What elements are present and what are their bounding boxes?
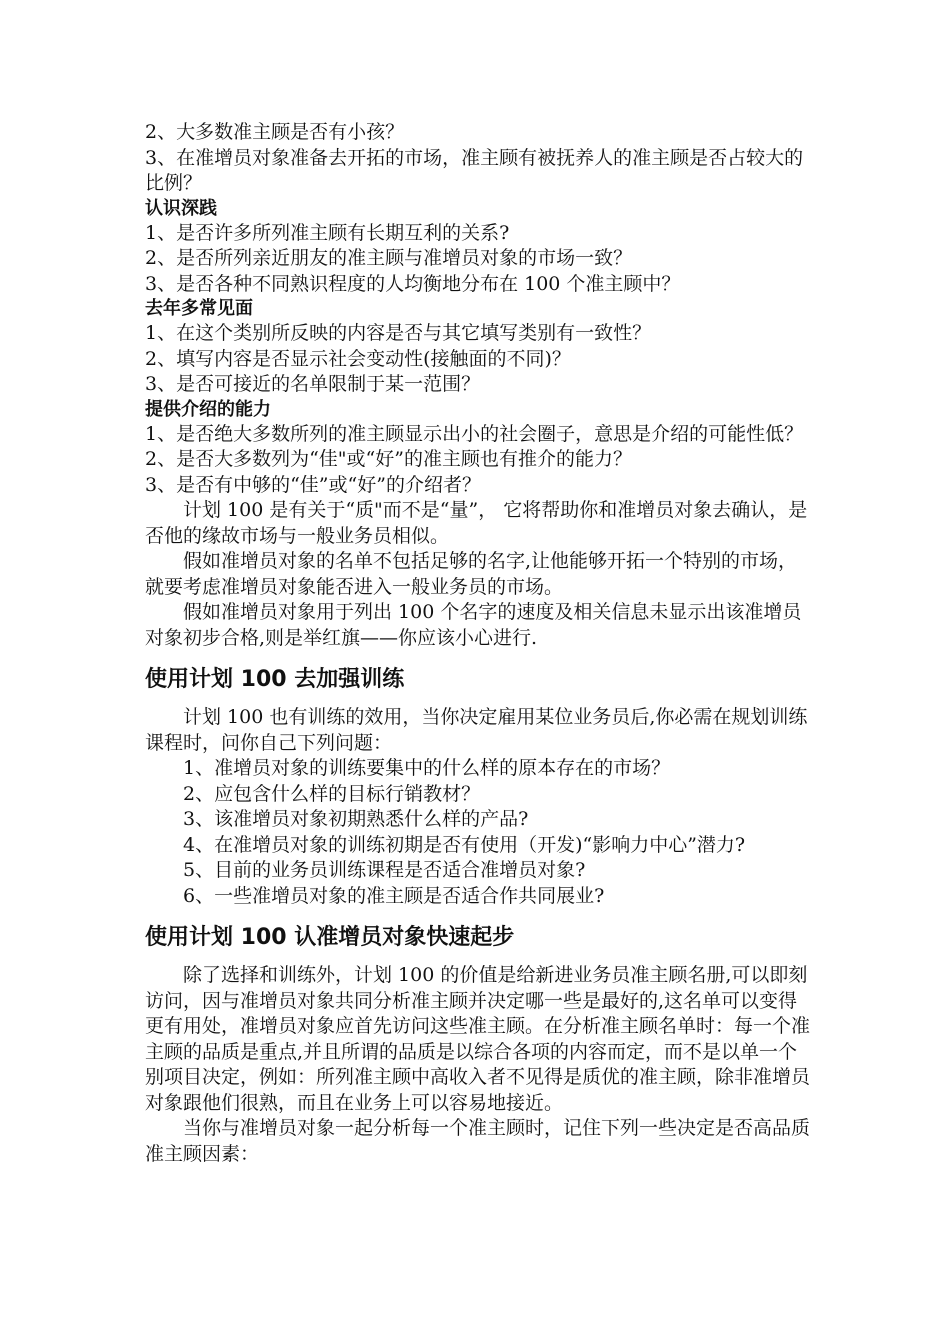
body-paragraph: 假如准增员对象用于列出 100 个名字的速度及相关信息未显示出该准增员对象初步合格,则是举红旗——你应该小心进行. — [145, 601, 802, 649]
body-paragraph: 除了选择和训练外，计划 100 的价值是给新进业务员准主顾名册,可以即刻访问，因与准增员对象共同分析准主顾并决定哪一些是最好的,这名单可以变得更有用处，准增员对象应首先访问这些准主顾。在分析准主顾名单时：每一个准主顾的品质是重点,并且所谓的品质是以综合各项的内容而定，而不是以单一个别项目决定，例如：所列准主顾中高收入者不见得是质优的准主顾，除非准增员对象跟他们很熟，而且在业务上可以容易地接近。 — [145, 964, 811, 1114]
list-item: 3、是否有中够的“佳”或“好”的介绍者？ — [145, 473, 481, 496]
list-item: 1、是否绝大多数所列的准主顾显示出小的社会圈子，意思是介绍的可能性低？ — [145, 422, 804, 445]
body-paragraph: 当你与准增员对象一起分析每一个准主顾时，记住下列一些决定是否高品质准主顾因素： — [145, 1117, 811, 1165]
list-item: 3、是否可接近的名单限制于某一范围？ — [145, 373, 481, 395]
list-item: 3、是否各种不同熟识程度的人均衡地分布在 100 个准主顾中？ — [145, 272, 681, 295]
body-paragraph: 计划 100 也有训练的效用，当你决定雇用某位业务员后,你必需在规划训练课程时，问你自己下列问题： — [145, 706, 808, 754]
list-item: 1、在这个类别所反映的内容是否与其它填写类别有一致性？ — [145, 322, 652, 344]
body-paragraph: 假如准增员对象的名单不包括足够的名字,让他能够开拓一个特别的市场，就要考虑准增员对象能否进入一般业务员的市场。 — [145, 550, 798, 598]
list-item: 2、应包含什么样的目标行销教材？ — [183, 782, 481, 805]
body-paragraph: 计划 100 是有关于“质"而不是“量”， 它将帮助你和准增员对象去确认，是否他的缘故市场与一般业务员相似。 — [145, 499, 808, 547]
section-heading: 使用计划 100 去加强训练 — [145, 667, 405, 692]
list-item: 2、大多数准主顾是否有小孩？ — [145, 121, 405, 143]
list-item: 5、目前的业务员训练课程是否适合准增员对象? — [183, 859, 586, 881]
list-item: 6、一些准增员对象的准主顾是否适合作共同展业? — [183, 884, 605, 907]
section-subheading: 去年多常见面 — [145, 298, 253, 319]
document-page — [145, 120, 813, 1167]
section-subheading: 认识深践 — [145, 197, 217, 219]
list-item: 3、在准增员对象准备去开拓的市场，准主顾有被抚养人的准主顾是否占较大的比例？ — [145, 146, 804, 194]
list-item: 4、在准增员对象的训练初期是否有使用（开发)“影响力中心”潜力? — [183, 833, 746, 856]
list-item: 2、填写内容是否显示社会变动性(接触面的不同)？ — [145, 347, 571, 370]
list-item: 2、是否大多数列为“佳"或“好”的准主顾也有推介的能力？ — [145, 448, 632, 470]
list-item: 2、是否所列亲近朋友的准主顾与准增员对象的市场一致？ — [145, 247, 633, 269]
list-item: 1、是否许多所列准主顾有长期互利的关系? — [145, 221, 510, 244]
section-subheading: 提供介绍的能力 — [145, 398, 271, 420]
list-item: 1、准增员对象的训练要集中的什么样的原本存在的市场？ — [183, 757, 671, 779]
section-heading: 使用计划 100 认准增员对象快速起步 — [145, 925, 515, 950]
list-item: 3、该准增员对象初期熟悉什么样的产品? — [183, 808, 529, 830]
